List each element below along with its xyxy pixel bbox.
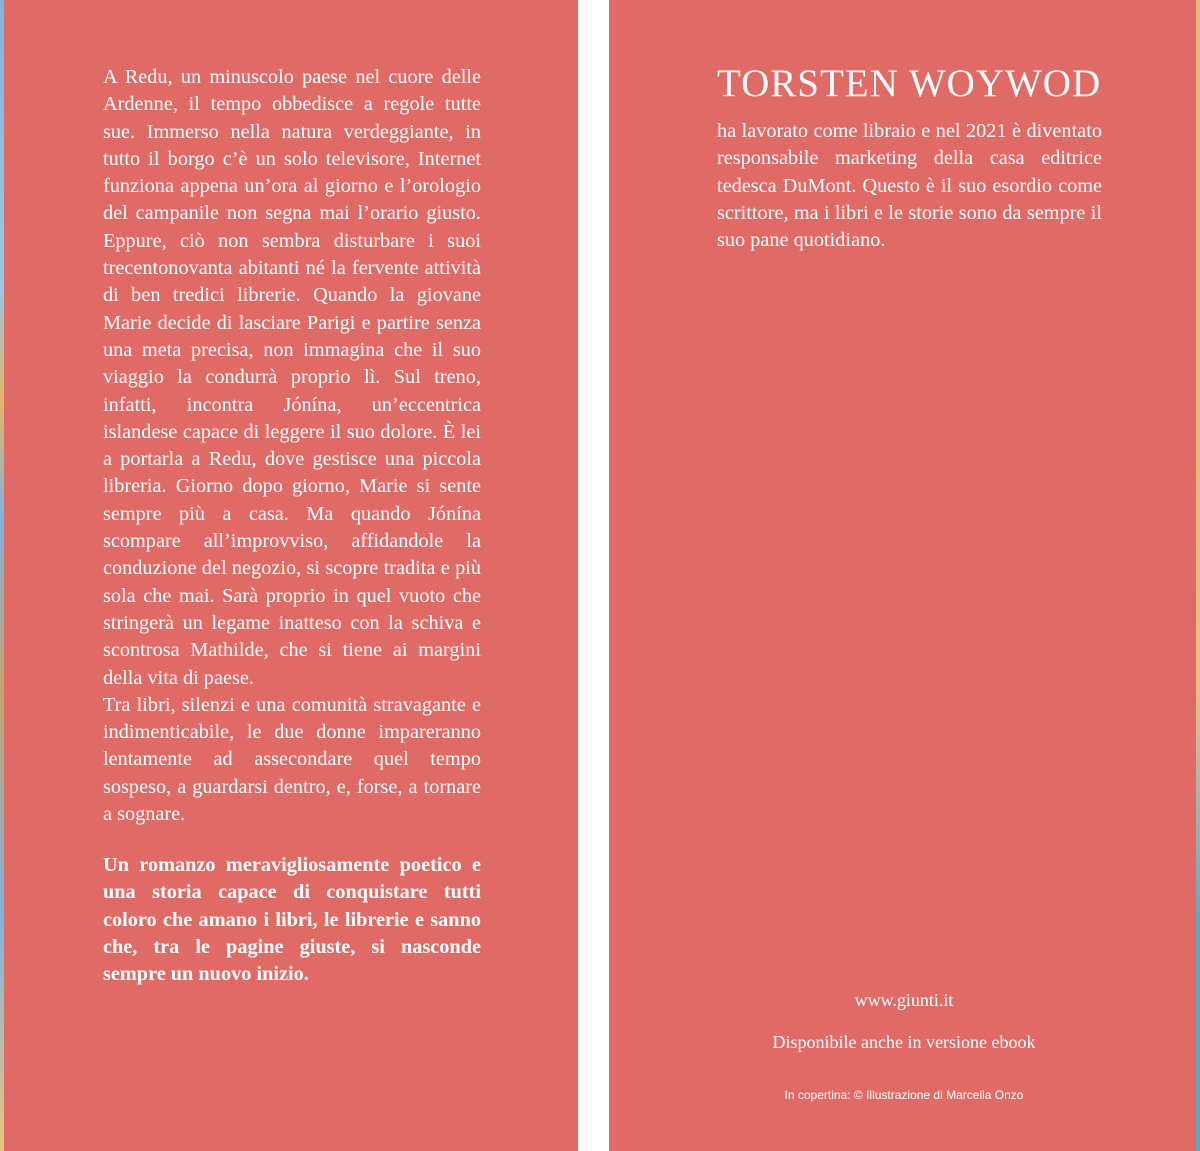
back-cover-panel — [4, 0, 578, 1151]
cover-credit: In copertina: © Illustrazione di Marcella Onzo — [784, 1088, 1024, 1102]
synopsis-paragraph-2: Tra libri, silenzi e una comunità stravagante e indimenticabile, le due donne impareranno lentamente ad assecondare quel tempo sospeso, a guardarsi dentro, e, forse, a tornare a sognare. — [103, 693, 481, 826]
tagline: Un romanzo meravigliosamente poetico e una storia capace di conquistare tutti coloro che amano i libri, le librerie e sanno che, tra le pagine giuste, si nasconde sempre un nuovo inizio. — [103, 854, 481, 986]
synopsis-paragraph-1: A Redu, un minuscolo paese nel cuore delle Ardenne, il tempo obbedisce a regole tutte sue. Immerso nella natura verdeggiante, in tutto il borgo c’è un solo televisore, Internet funziona appena un’ora al giorno e l’orologio del campanile non segna mai l’orario giusto. Eppure, ciò non sembra disturbare i suoi trecentonovanta abitanti né la fervente attività di ben tredici librerie. Quando la giovane Marie decide di lasciare Parigi e partire senza una meta precisa, non immagina che il suo viaggio la condurrà proprio lì. Sul treno, infatti, incontra Jónína, un’eccentrica islandese capace di leggere il suo dolore. È lei a portarla a Redu, dove gestisce una piccola libreria. Giorno dopo giorno, Marie si sente sempre più a casa. Ma quando Jónína scompare all’improvviso, affidandole la conduzione del negozio, si scopre tradita e più sola che mai. Sarà proprio in quel vuoto che stringerà un legame inatteso con la schiva e scontrosa Mathilde, che si tiene ai margini della vita di paese. — [103, 66, 481, 689]
cover-illustration-edge-right — [1196, 0, 1200, 1151]
author-flap-panel — [609, 0, 1196, 1151]
ebook-availability-note: Disponibile anche in versione ebook — [772, 1032, 1036, 1052]
author-name: TORSTEN WOYWOD — [717, 62, 1102, 105]
author-bio: ha lavorato come libraio e nel 2021 è diventato responsabile marketing della casa editrice tedesca DuMont. Questo è il suo esordio come scrittore, ma i libri e le storie sono da sempre il suo pane quotidiano. — [717, 120, 1102, 252]
page-gutter — [578, 0, 609, 1151]
publisher-website: www.giunti.it — [854, 990, 954, 1010]
synopsis — [103, 64, 481, 828]
